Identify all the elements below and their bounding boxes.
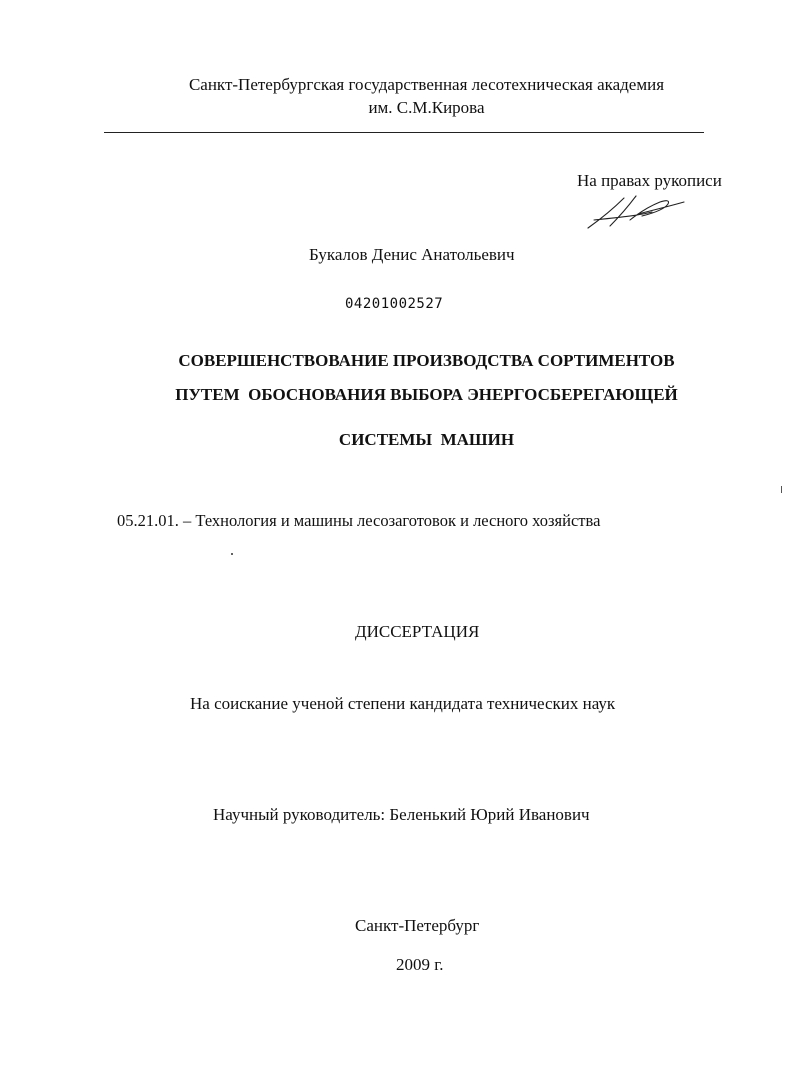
manuscript-note: На правах рукописи — [577, 171, 722, 190]
city: Санкт-Петербург — [355, 916, 480, 935]
header-divider — [104, 132, 704, 133]
document-number: 04201002527 — [345, 296, 444, 312]
author-name: Букалов Денис Анатольевич — [309, 245, 515, 264]
year: 2009 г. — [396, 955, 444, 974]
handwritten-signature — [580, 190, 690, 235]
degree-statement: На соискание ученой степени кандидата технических наук — [190, 694, 616, 713]
institution-named-after: им. С.М.Кирова — [368, 98, 485, 117]
institution-name: Санкт-Петербургская государственная лесотехническая академия — [188, 75, 665, 94]
title-line-1: СОВЕРШЕНСТВОВАНИЕ ПРОИЗВОДСТВА СОРТИМЕНТОВ — [178, 351, 675, 370]
document-type: ДИССЕРТАЦИЯ — [355, 622, 480, 641]
specialty-code: 05.21.01. – Технология и машины лесозаготовок и лесного хозяйства — [117, 511, 601, 530]
title-line-2: ПУТЕМ ОБОСНОВАНИЯ ВЫБОРА ЭНЕРГОСБЕРЕГАЮЩЕЙ — [175, 385, 678, 404]
scientific-supervisor: Научный руководитель: Беленький Юрий Иванович — [213, 805, 590, 824]
scan-edge-mark — [781, 486, 782, 493]
title-line-3: СИСТЕМЫ МАШИН — [338, 430, 515, 449]
stray-mark — [231, 553, 233, 555]
